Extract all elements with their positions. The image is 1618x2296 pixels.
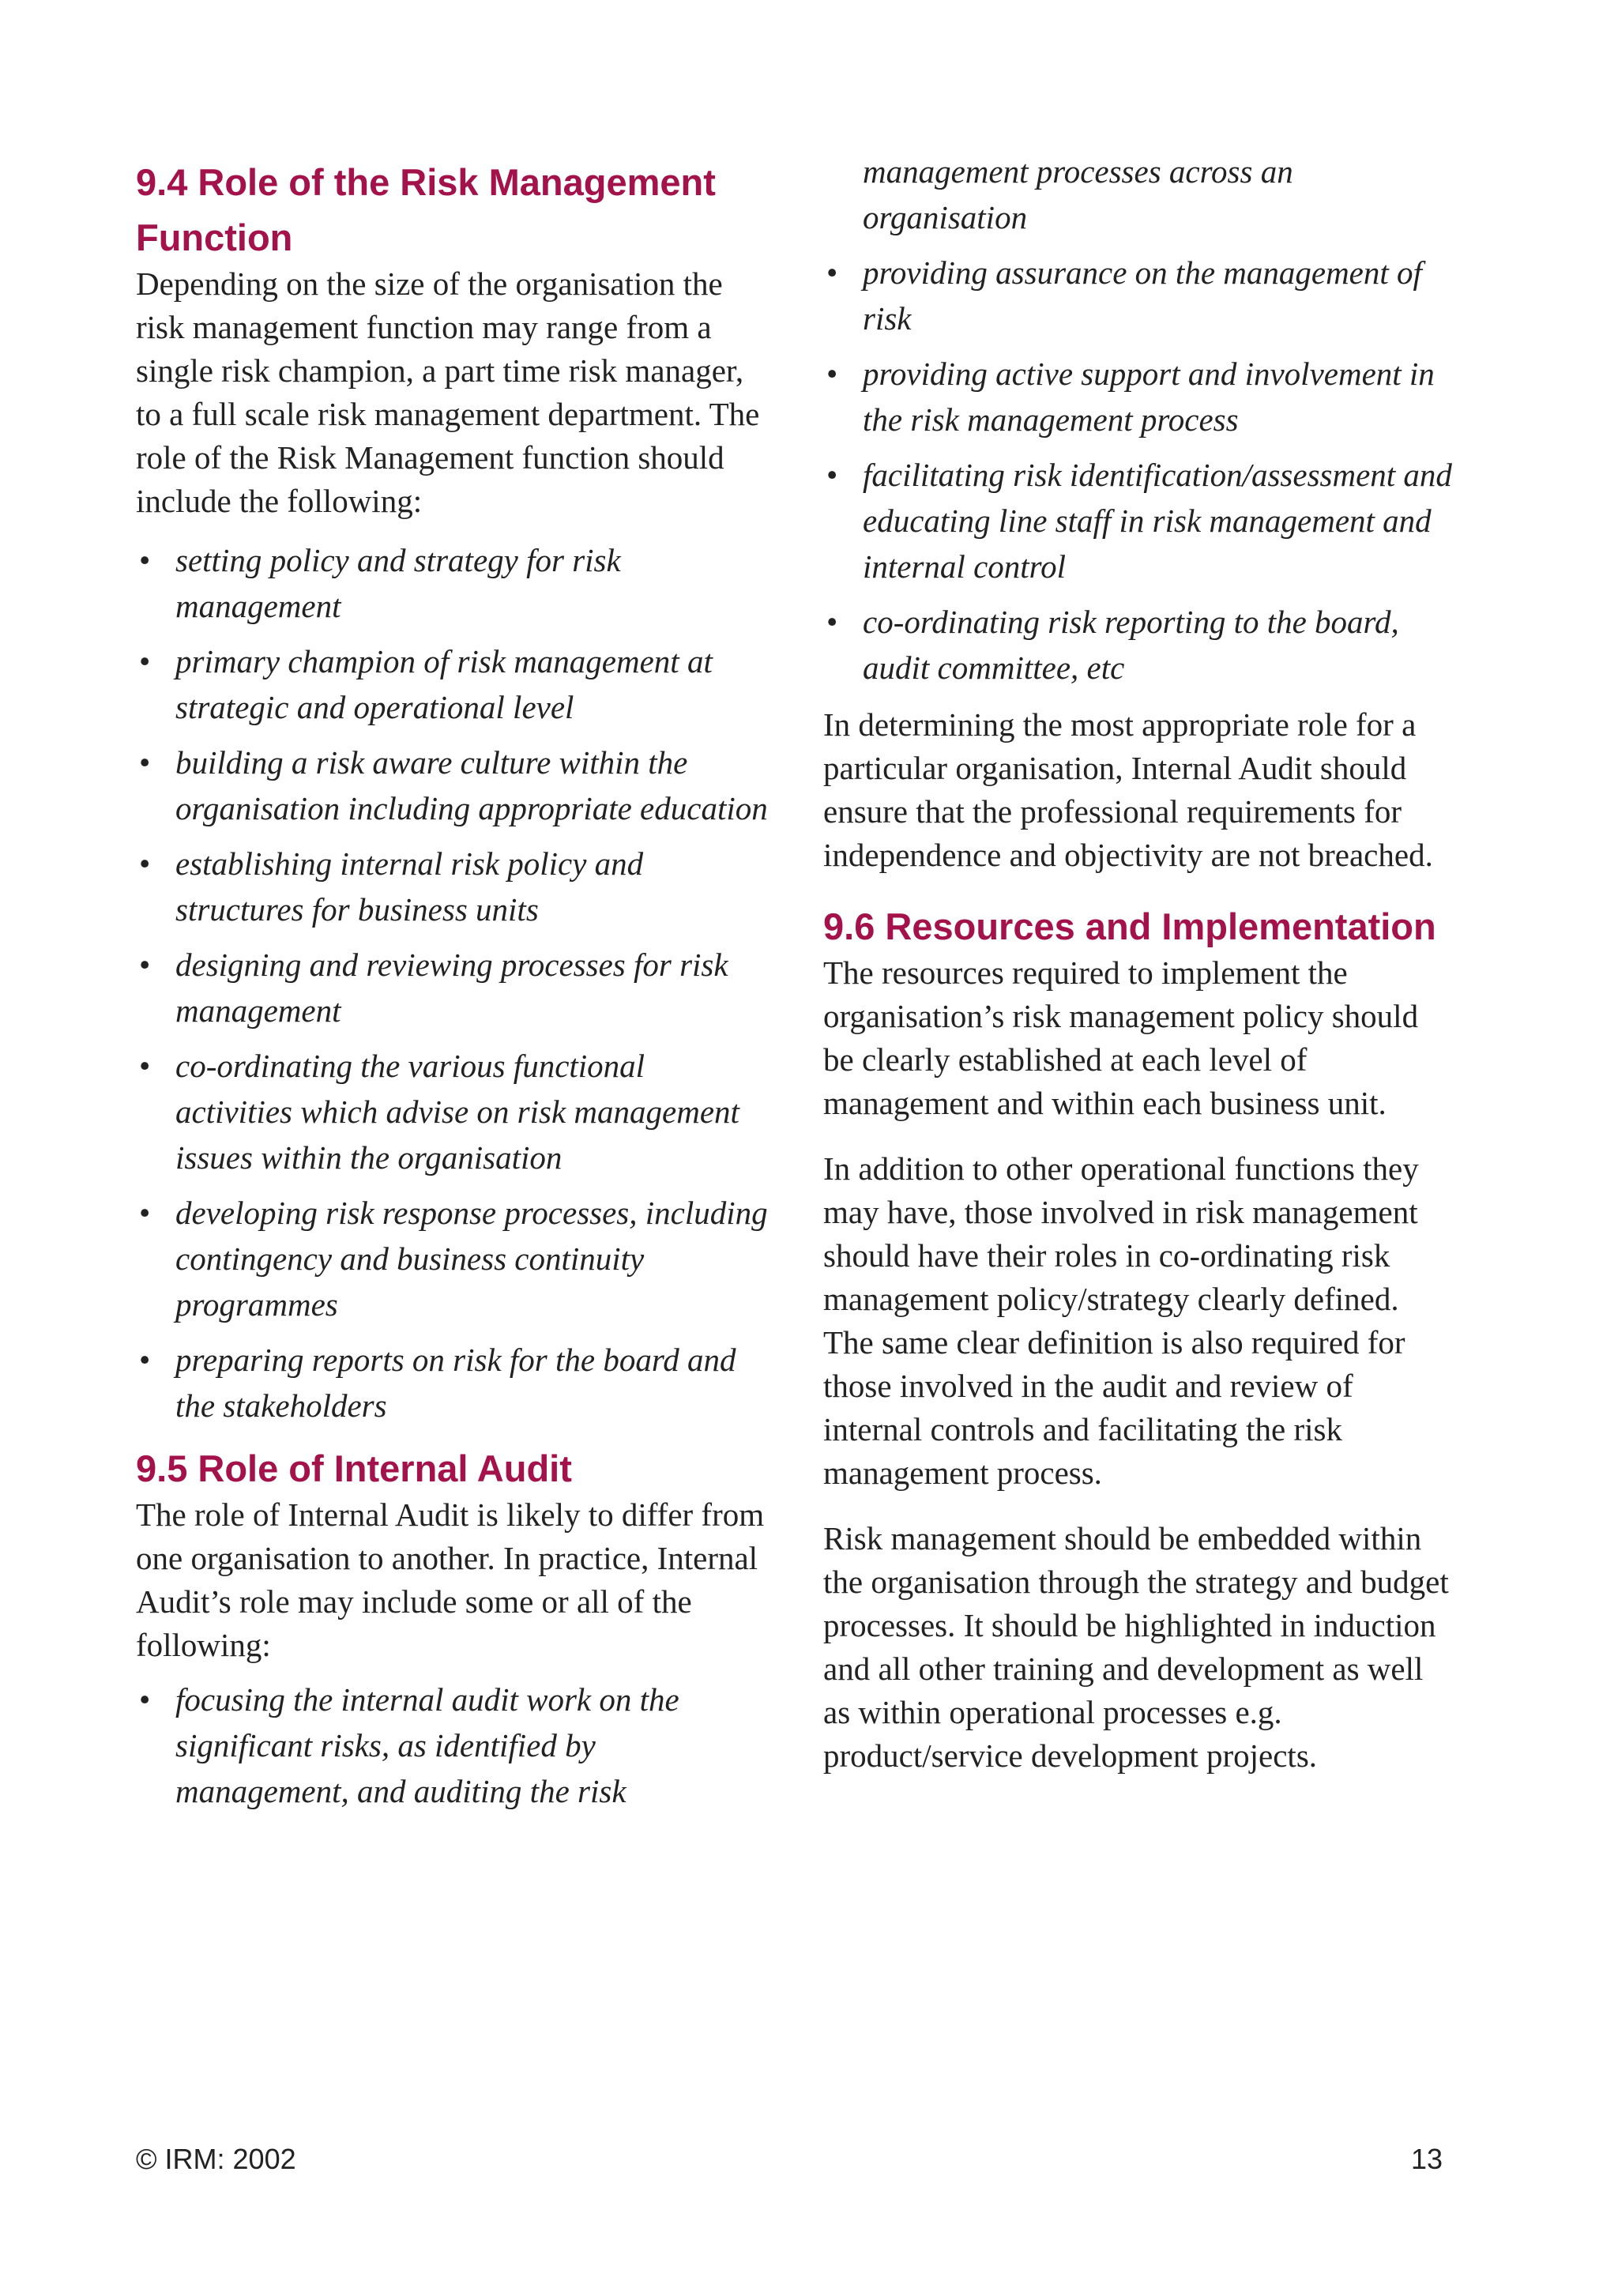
paragraph: In addition to other operational functions they may have, those involved in risk management should have their roles in co-ordinating risk management policy/strategy clearly defined. The same clear definition is also required for those involved in the audit and review of internal controls and facilitating the risk management process. (823, 1150, 1419, 1491)
list-item: • setting policy and strategy for risk management (136, 537, 768, 629)
section-heading: 9.4 Role of the Risk Management Function (136, 161, 716, 258)
list-item-continued: management processes across an organisation (863, 153, 1293, 235)
list-item: • facilitating risk identification/assessment and educating line staff in risk management and internal control (823, 452, 1455, 589)
list-item: • co-ordinating the various functional activities which advise on risk management issues within the organisation (136, 1043, 768, 1180)
bullet-list (136, 1677, 768, 1814)
left-column (136, 155, 768, 1827)
footer-copyright: © IRM: 2002 (136, 2143, 296, 2175)
right-column (823, 149, 1455, 1800)
list-item: • providing active support and involvement in the risk management process (823, 351, 1455, 442)
page-number: 13 (1410, 2143, 1443, 2175)
list-item: • providing assurance on the management of risk (823, 250, 1455, 341)
list-item: • designing and reviewing processes for risk management (136, 942, 768, 1033)
list-item: • focusing the internal audit work on the significant risks, as identified by management, and auditing the risk (136, 1677, 768, 1814)
list-item: • primary champion of risk management at strategic and operational level (136, 638, 768, 730)
list-item: • developing risk response processes, including contingency and business continuity programmes (136, 1190, 768, 1327)
paragraph: Risk management should be embedded within the organisation through the strategy and budget processes. It should be highlighted in induction and all other training and development as well as within operational processes e.g. product/service development projects. (823, 1520, 1449, 1774)
list-item: • establishing internal risk policy and structures for business units (136, 841, 768, 932)
list-item: • co-ordinating risk reporting to the board, audit committee, etc (823, 599, 1455, 691)
section-closing: In determining the most appropriate role for a particular organisation, Internal Audit should ensure that the professional requirements for independence and objectivity are not breached. (823, 706, 1433, 873)
section-9-6 (823, 899, 1455, 1778)
section-9-5 (136, 1441, 768, 1814)
section-intro: Depending on the size of the organisation the risk management function may range from a single risk champion, a part time risk manager, to a full scale risk management department. The role of the Risk Management function should include the following: (136, 265, 760, 519)
section-heading: 9.6 Resources and Implementation (823, 905, 1436, 947)
paragraph: The resources required to implement the organisation’s risk management policy should be clearly established at each level of management and within each business unit. (823, 954, 1419, 1121)
list-item: • building a risk aware culture within the organisation including appropriate education (136, 740, 768, 831)
section-heading: 9.5 Role of Internal Audit (136, 1447, 572, 1489)
section-9-4 (136, 155, 768, 1428)
bullet-list (136, 537, 768, 1428)
bullet-list-continued (823, 149, 1455, 691)
section-intro: The role of Internal Audit is likely to differ from one organisation to another. In practice, Internal Audit’s role may include some or all of the following: (136, 1496, 765, 1663)
list-item: • preparing reports on risk for the board and the stakeholders (136, 1337, 768, 1428)
